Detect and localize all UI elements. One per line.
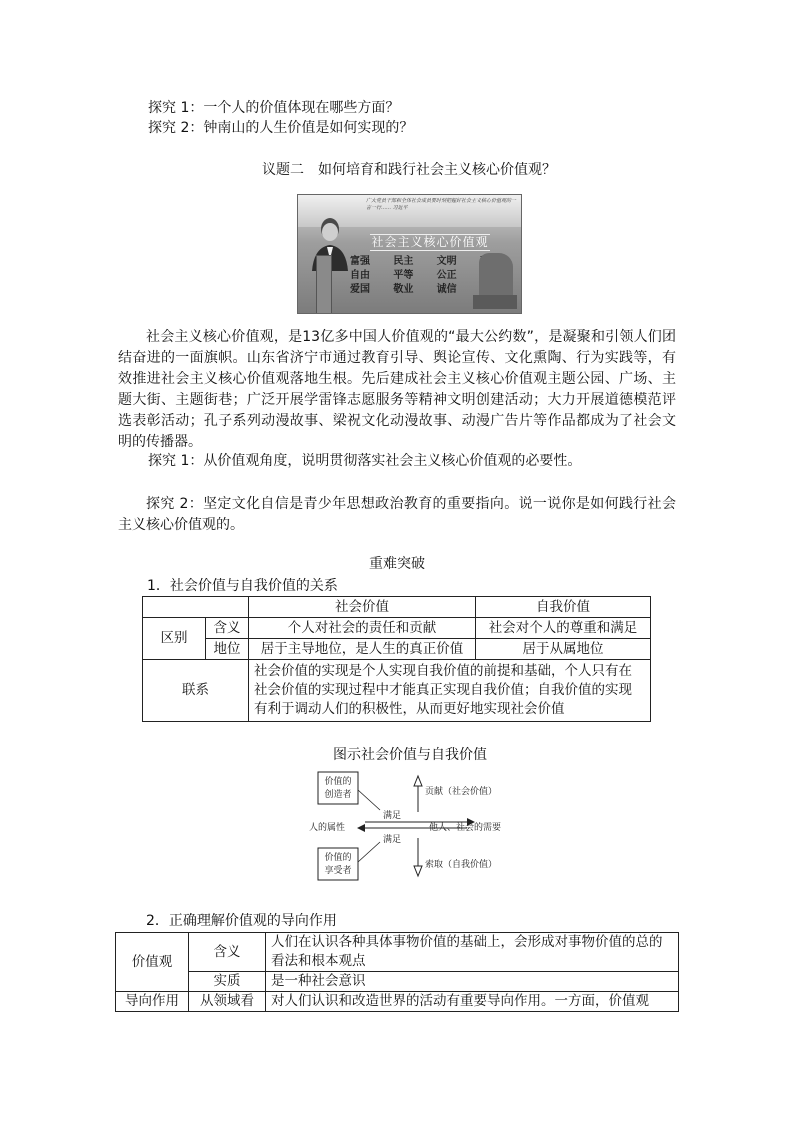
claim-label: 索取（自我价值） [425, 860, 498, 870]
explore-mid-2: 探究 2：坚定文化自信是青少年思想政治教育的重要指向。说一说你是如何践行社会主义核心价值观的。 [118, 496, 676, 533]
banner-word: 文明 [436, 256, 457, 267]
banner-word: 公正 [436, 270, 457, 281]
cell-values-essence: 是一种社会意识 [266, 972, 679, 992]
topic-2-title: 议题二 如何培育和践行社会主义核心价值观？ [262, 162, 556, 178]
diagram-title: 图示社会价值与自我价值 [333, 747, 487, 763]
row-header-guide: 导向作用 [116, 992, 189, 1012]
item-2-title: 2．正确理解价值观的导向作用 [146, 913, 337, 929]
enjoyer-label-2: 享受者 [324, 866, 352, 876]
row-header-meaning: 含义 [206, 618, 249, 639]
explore-mid-1: 探究 1：从价值观角度，说明贯彻落实社会主义核心价值观的必要性。 [148, 453, 582, 469]
creator-label-2: 创造者 [324, 790, 352, 800]
cell-meaning-social: 个人对社会的责任和贡献 [249, 618, 476, 639]
cell-link-text: 社会价值的实现是个人实现自我价值的前提和基础，个人只有在社会价值的实现过程中才能真正实现自我价值；自我价值的实现有利于调动人们的积极性，从而更好地实现社会价值 [249, 660, 651, 722]
social-self-value-table [142, 596, 651, 722]
row-header-difference: 区别 [143, 618, 206, 660]
row-header-meaning-2: 含义 [189, 933, 266, 972]
banner-title: 社会主义核心价值观 [371, 235, 489, 249]
col-header-social-value: 社会价值 [249, 597, 476, 618]
banner-row-3 [350, 280, 500, 295]
banner-word: 敬业 [393, 284, 414, 295]
row-header-link: 联系 [143, 660, 249, 722]
row-header-domain: 从领域看 [189, 992, 266, 1012]
banner-word: 民主 [393, 256, 414, 267]
section-title: 重难突破 [369, 556, 425, 572]
creator-label-1: 价值的 [324, 777, 352, 787]
banner-row-1 [350, 252, 500, 267]
stone-lion-icon [479, 253, 513, 299]
row-header-values: 价值观 [116, 933, 189, 992]
arrow-left-icon [357, 824, 365, 832]
material-paragraph: 社会主义核心价值观，是13亿多中国人价值观的“最大公约数”，是凝聚和引领人们团结奋进的一面旗帜。山东省济宁市通过教育引导、舆论宣传、文化熏陶、行为实践等，有效推进社会主义核心价值观落地生根。先后建成社会主义核心价值观主题公园、广场、主题大街、主题街巷；广泛开展学雷锋志愿服务等精神文明创建活动；大力开展道德模范评选表彰活动；孔子系列动漫故事、梁祝文化动漫故事、动漫广告片等作品都成为了社会文明的传播器。 [118, 329, 676, 450]
row-header-essence: 实质 [189, 972, 266, 992]
col-header-self-value: 自我价值 [476, 597, 651, 618]
banner-word: 爱国 [350, 284, 370, 295]
cell-values-meaning: 人们在认识各种具体事物价值的基础上，会形成对事物价值的总的看法和根本观点 [266, 933, 679, 972]
banner-quote: 广大党员干部和全体社会成员要时刻把握好社会主义核心价值观的一言一行…… 习近平 [366, 198, 517, 211]
contribute-label: 贡献（社会价值） [425, 787, 498, 797]
enjoyer-label-1: 价值的 [324, 853, 352, 863]
explore-question-1: 探究 1：一个人的价值体现在哪些方面？ [148, 100, 400, 116]
explore-question-2: 探究 2：钟南山的人生价值是如何实现的？ [148, 120, 414, 136]
arrow-up-icon [414, 776, 422, 786]
banner-word: 诚信 [436, 284, 457, 295]
core-values-banner-image [297, 194, 522, 314]
value-relation-diagram [305, 770, 535, 882]
arrow-down-icon [414, 866, 422, 876]
needs-label: 他人、社会的需要 [429, 823, 502, 833]
cell-position-self: 居于从属地位 [476, 639, 651, 660]
cell-domain-text: 对人们认识和改造世界的活动有重要导向作用。一方面，价值观 [266, 992, 679, 1012]
item-1-title: 1．社会价值与自我价值的关系 [147, 578, 338, 594]
human-attribute-label: 人的属性 [309, 823, 346, 833]
satisfy-label-top: 满足 [383, 811, 402, 821]
banner-word: 平等 [393, 270, 414, 281]
banner-row-2 [350, 266, 500, 281]
cell-position-social: 居于主导地位，是人生的真正价值 [249, 639, 476, 660]
cell-meaning-self: 社会对个人的尊重和满足 [476, 618, 651, 639]
values-guide-table [115, 932, 679, 1012]
banner-word: 自由 [350, 270, 370, 281]
banner-word: 富强 [350, 256, 370, 267]
row-header-position: 地位 [206, 639, 249, 660]
satisfy-label-bottom: 满足 [383, 835, 402, 845]
